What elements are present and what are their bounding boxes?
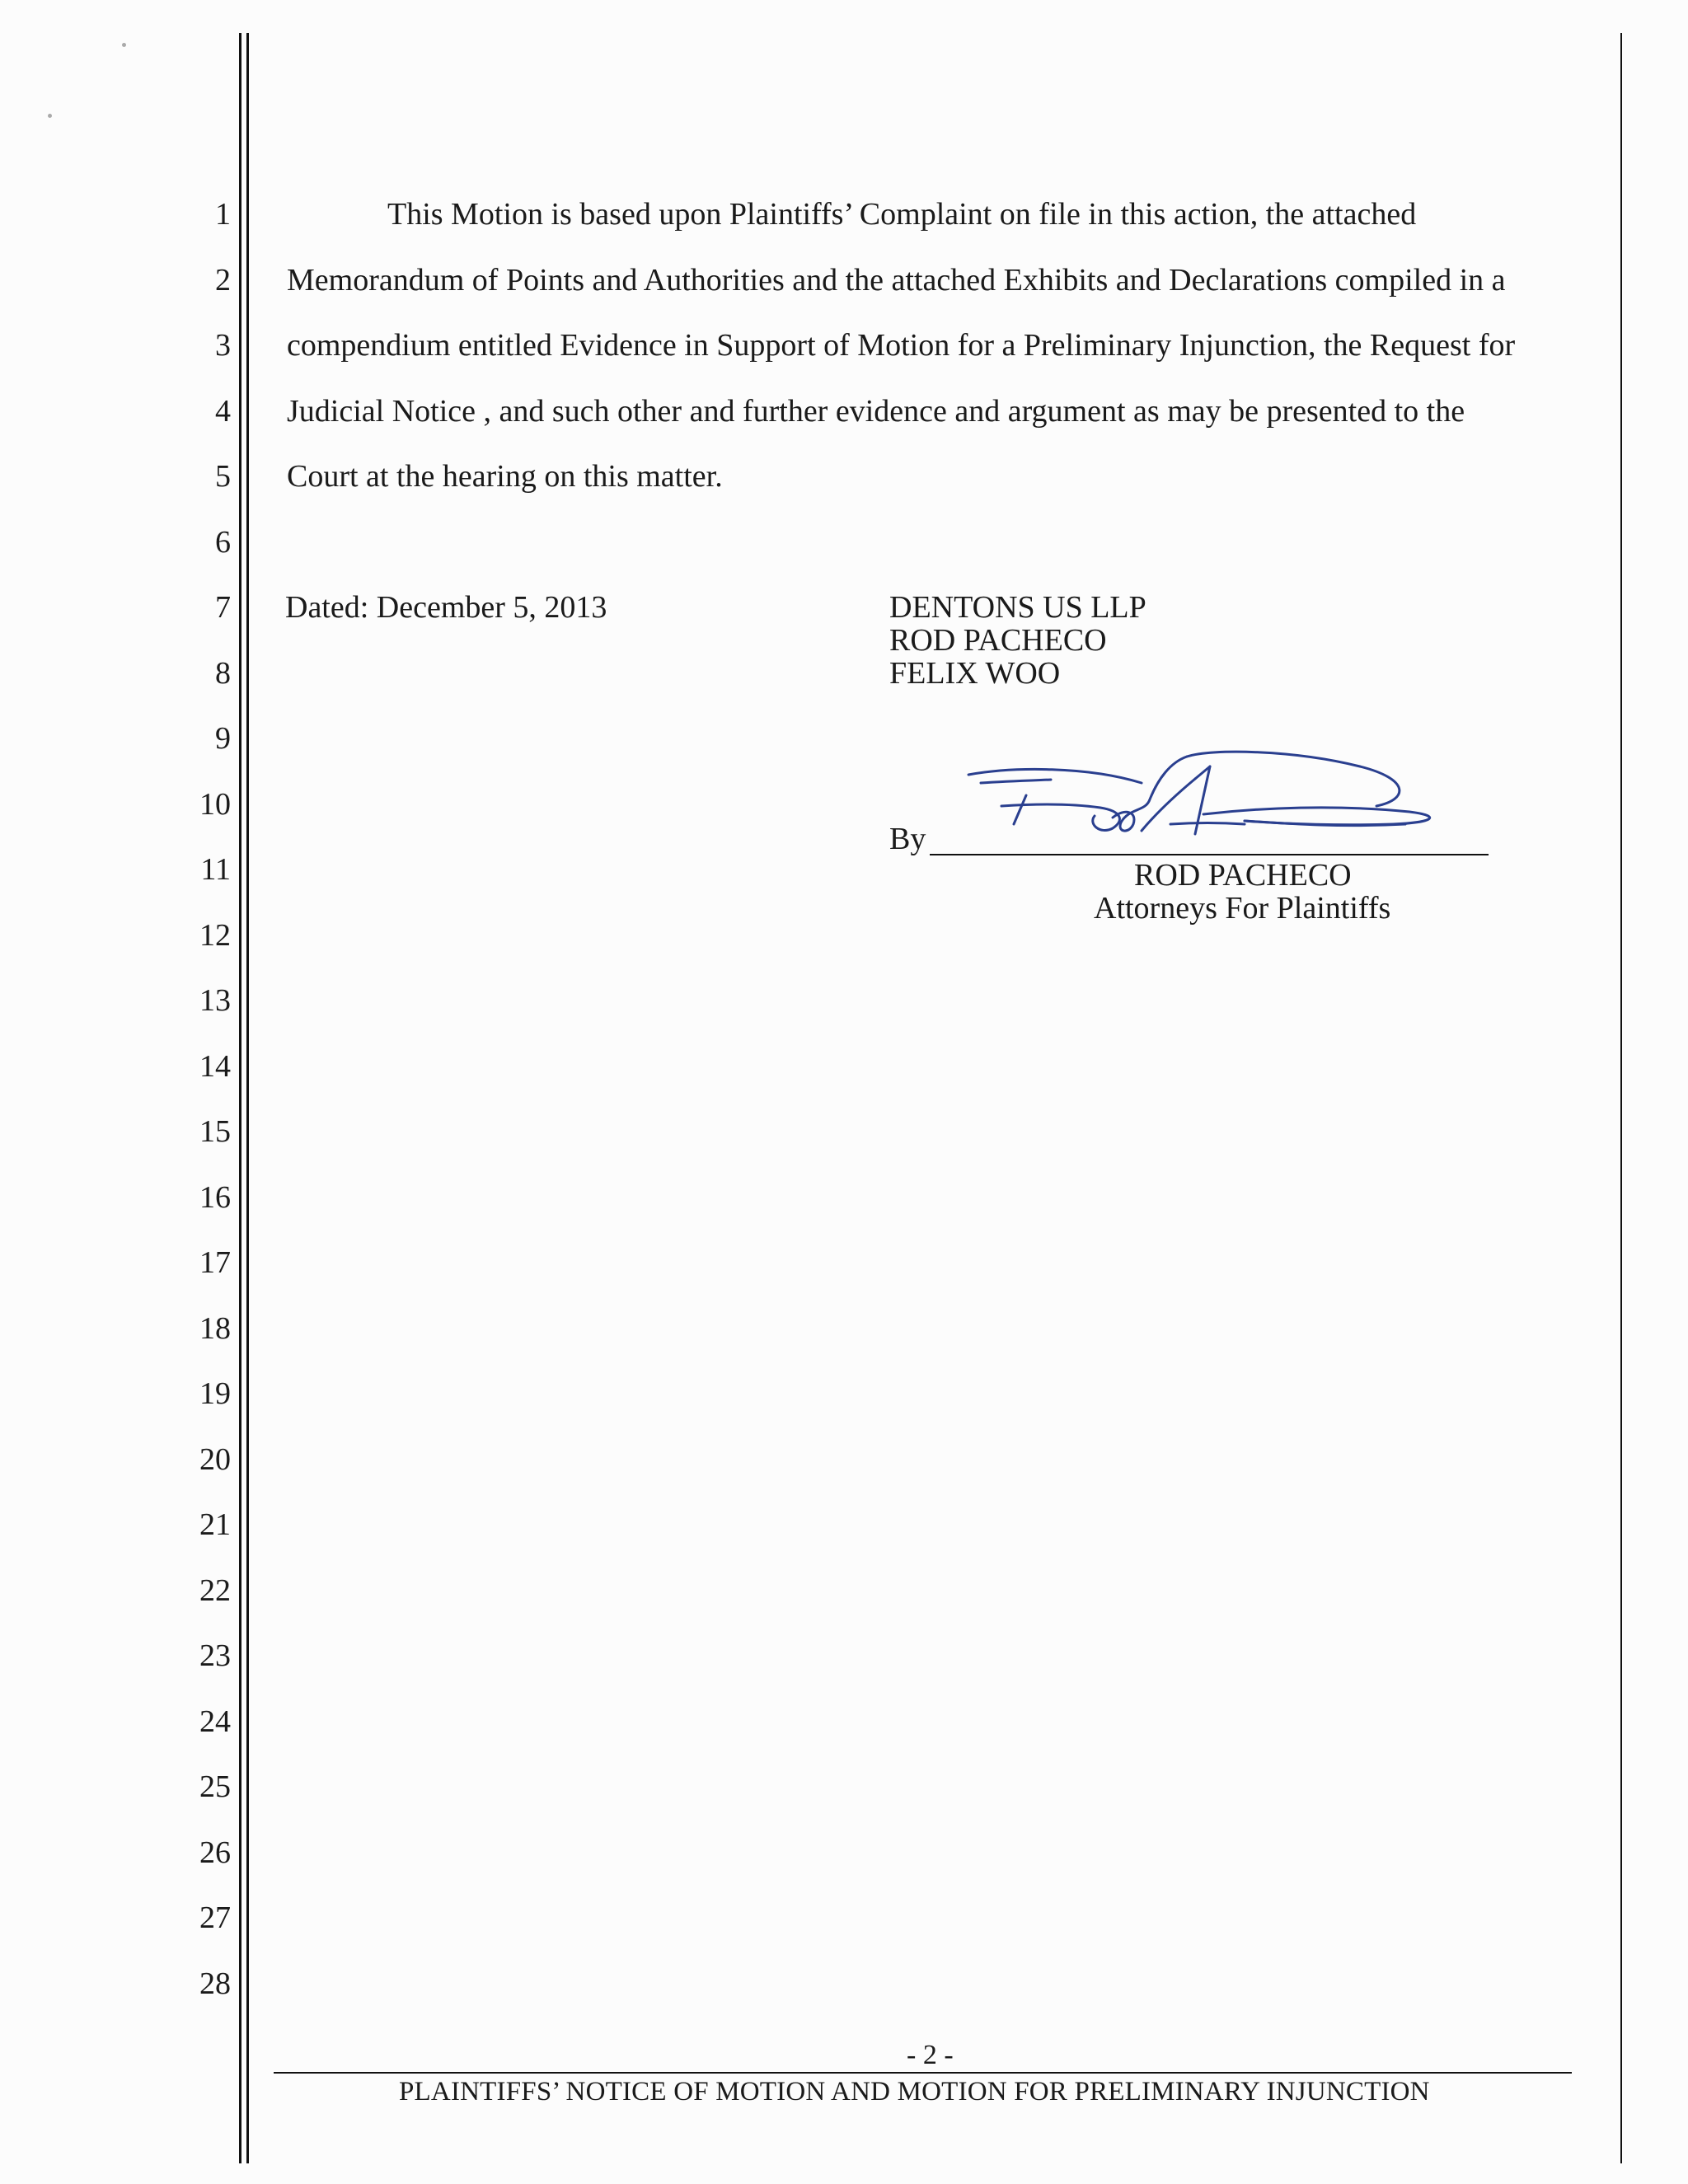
line-number: 12 [199, 918, 231, 953]
line-number: 4 [215, 394, 231, 429]
line-number: 27 [199, 1900, 231, 1935]
line-number: 5 [215, 459, 231, 494]
by-label: By [889, 822, 926, 856]
line-number: 23 [199, 1638, 231, 1673]
line-number: 14 [199, 1049, 231, 1084]
line-number: 6 [215, 525, 231, 560]
line-number: 10 [199, 787, 231, 822]
line-number: 21 [199, 1507, 231, 1542]
paragraph-line: Memorandum of Points and Authorities and the attached Exhibits and Declarations compiled in a [287, 263, 1506, 298]
scan-speck [122, 43, 126, 47]
line-number: 17 [199, 1245, 231, 1280]
left-margin-rule-inner [246, 33, 249, 2163]
left-margin-rule-outer [239, 33, 241, 2163]
signer-role: Attorneys For Plaintiffs [1094, 891, 1391, 926]
paragraph-line: compendium entitled Evidence in Support of Motion for a Preliminary Injunction, the Request for [287, 328, 1516, 363]
paragraph-line: Court at the hearing on this matter. [287, 459, 723, 494]
scan-speck [48, 114, 52, 118]
firm-name: DENTONS US LLP [889, 590, 1146, 625]
footer-rule [274, 2072, 1572, 2074]
signer-name: ROD PACHECO [1134, 858, 1352, 893]
line-number: 15 [199, 1114, 231, 1149]
page-number: - 2 - [907, 2040, 954, 2070]
paragraph-line: Judicial Notice , and such other and further evidence and argument as may be presented to the [287, 394, 1465, 429]
line-number: 7 [215, 590, 231, 625]
line-number: 25 [199, 1769, 231, 1804]
line-number: 16 [199, 1180, 231, 1215]
right-margin-rule [1620, 33, 1622, 2163]
line-number: 26 [199, 1835, 231, 1870]
line-number: 13 [199, 983, 231, 1018]
line-number: 2 [215, 263, 231, 298]
footer-title: PLAINTIFFS’ NOTICE OF MOTION AND MOTION FOR PRELIMINARY INJUNCTION [399, 2077, 1430, 2107]
line-number: 9 [215, 721, 231, 756]
line-number: 3 [215, 328, 231, 363]
line-number: 1 [215, 197, 231, 232]
line-number: 18 [199, 1311, 231, 1346]
firm-attorney: ROD PACHECO [889, 623, 1107, 658]
signature-line [930, 854, 1489, 855]
line-number: 19 [199, 1376, 231, 1411]
dated-line: Dated: December 5, 2013 [285, 590, 607, 625]
line-number: 8 [215, 656, 231, 691]
line-number: 20 [199, 1442, 231, 1477]
firm-attorney: FELIX WOO [889, 656, 1061, 691]
line-number: 22 [199, 1573, 231, 1608]
paragraph-line: This Motion is based upon Plaintiffs’ Complaint on file in this action, the attached [387, 197, 1417, 232]
line-number: 28 [199, 1966, 231, 2001]
line-number: 24 [199, 1704, 231, 1739]
line-number: 11 [200, 852, 231, 887]
handwritten-signature [948, 742, 1459, 865]
